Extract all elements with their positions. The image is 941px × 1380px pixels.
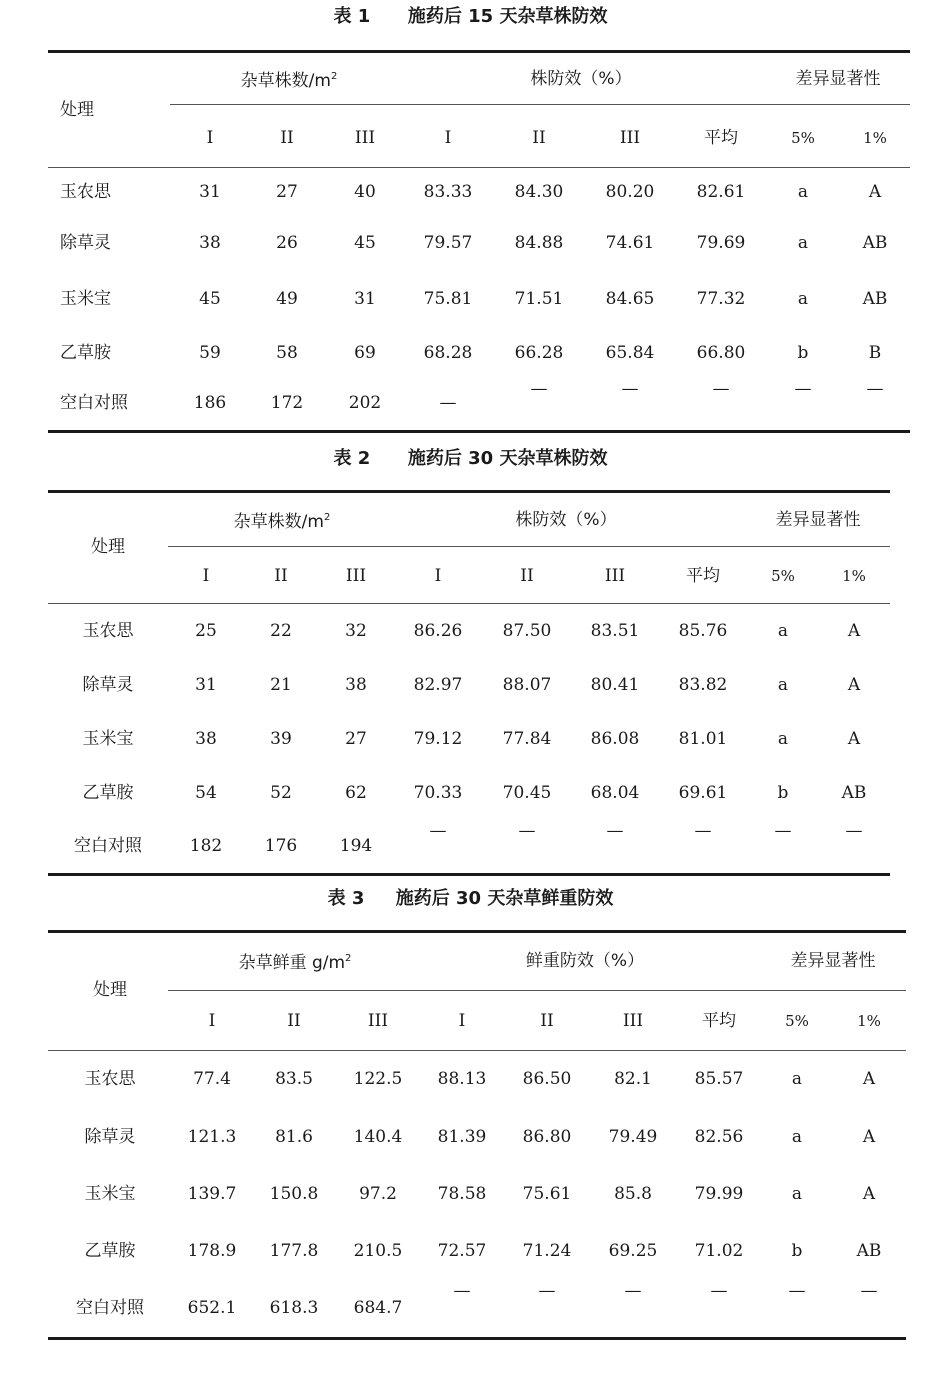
table-cell: 82.56	[694, 1127, 744, 1147]
table-cell: —	[606, 821, 624, 841]
table-cell: 54	[195, 783, 217, 803]
table-cell: 69.61	[678, 783, 728, 803]
table-cell: —	[774, 821, 792, 841]
table-cell: AB	[856, 1241, 882, 1261]
header-bottom-rule	[48, 1050, 906, 1051]
sub-header: 1%	[863, 129, 887, 147]
header-bottom-rule	[48, 167, 910, 168]
group-header: 差异显著性	[775, 510, 861, 530]
table-cell: a	[777, 621, 789, 641]
group-header: 差异显著性	[790, 951, 876, 971]
table-cell: 65.84	[605, 343, 655, 363]
sub-header: III	[622, 1011, 644, 1031]
table-cell: a	[791, 1127, 803, 1147]
row-name: 玉农思	[60, 182, 111, 202]
table-cell: 88.07	[502, 675, 552, 695]
table-cell: —	[845, 821, 863, 841]
table-cell: —	[538, 1281, 556, 1301]
sub-header: III	[619, 128, 641, 148]
table-cell: 88.13	[437, 1069, 487, 1089]
table-cell: —	[621, 379, 639, 399]
table-cell: —	[710, 1281, 728, 1301]
row-name: 玉农思	[82, 621, 134, 641]
sub-header: II	[274, 566, 288, 586]
table-cell: 40	[354, 182, 376, 202]
table-cell: 79.49	[608, 1127, 658, 1147]
table-cell: —	[439, 393, 457, 413]
table-cell: 86.80	[522, 1127, 572, 1147]
row-name: 除草灵	[82, 675, 134, 695]
table-cell: A	[862, 1069, 876, 1089]
table-cell: —	[788, 1281, 806, 1301]
table-cell: 39	[270, 729, 292, 749]
table-cell: —	[429, 821, 447, 841]
table-cell: 81.39	[437, 1127, 487, 1147]
table-caption: 表 2 施药后 30 天杂草株防效	[333, 448, 608, 469]
sub-header: III	[345, 566, 367, 586]
table-cell: 82.97	[413, 675, 463, 695]
table-cell: 78.58	[437, 1184, 487, 1204]
table-cell: —	[518, 821, 536, 841]
table-cell: 70.45	[502, 783, 552, 803]
table-cell: 186	[193, 393, 227, 413]
sub-header: III	[604, 566, 626, 586]
header-bottom-rule	[48, 603, 890, 604]
row-header-label: 处理	[91, 537, 125, 557]
table-cell: 80.41	[590, 675, 640, 695]
table-cell: 79.99	[694, 1184, 744, 1204]
table-cell: 86.08	[590, 729, 640, 749]
table-cell: —	[712, 379, 730, 399]
sub-header: 5%	[785, 1012, 809, 1030]
sub-header: III	[354, 128, 376, 148]
row-name: 玉农思	[84, 1069, 136, 1089]
table-cell: 86.26	[413, 621, 463, 641]
table-cell: a	[791, 1069, 803, 1089]
table-cell: 177.8	[269, 1241, 319, 1261]
table-cell: 77.32	[696, 289, 746, 309]
table-cell: 52	[270, 783, 292, 803]
table-cell: —	[453, 1281, 471, 1301]
sub-header: 1%	[842, 567, 866, 585]
table-cell: A	[862, 1127, 876, 1147]
sub-header: I	[458, 1011, 466, 1031]
group-header: 株防效（%）	[515, 510, 617, 530]
table-cell: 79.57	[423, 233, 473, 253]
header-group-rule	[170, 104, 910, 105]
table-cell: 21	[270, 675, 292, 695]
table-cell: —	[624, 1281, 642, 1301]
row-name: 玉米宝	[84, 1184, 136, 1204]
group-header: 杂草株数$/m^2$	[233, 511, 331, 532]
group-header: 杂草鲜重 $g/m^2$	[238, 952, 352, 973]
table-cell: 79.12	[413, 729, 463, 749]
row-name: 空白对照	[60, 393, 128, 413]
row-name: 乙草胺	[82, 783, 134, 803]
table-cell: 69	[354, 343, 376, 363]
table-cell: 81.01	[678, 729, 728, 749]
table-cell: 71.24	[522, 1241, 572, 1261]
table-cell: 27	[345, 729, 367, 749]
table-cell: 68.28	[423, 343, 473, 363]
sub-header: 1%	[857, 1012, 881, 1030]
table-top-rule	[48, 490, 890, 493]
table-cell: 83.51	[590, 621, 640, 641]
table-cell: A	[847, 621, 861, 641]
row-name: 玉米宝	[60, 289, 111, 309]
table-top-rule	[48, 50, 910, 53]
table-cell: 72.57	[437, 1241, 487, 1261]
row-name: 除草灵	[60, 233, 111, 253]
sub-header: I	[208, 1011, 216, 1031]
row-name: 玉米宝	[82, 729, 134, 749]
table-cell: AB	[862, 289, 888, 309]
sub-header: I	[202, 566, 210, 586]
table-cell: 71.02	[694, 1241, 744, 1261]
table-cell: 75.81	[423, 289, 473, 309]
table-cell: b	[777, 783, 789, 803]
row-header-label: 处理	[60, 100, 94, 120]
table-cell: 82.1	[614, 1069, 652, 1089]
table-cell: A	[862, 1184, 876, 1204]
table-cell: 210.5	[353, 1241, 403, 1261]
table-cell: 38	[195, 729, 217, 749]
table-cell: a	[797, 233, 809, 253]
table-cell: 25	[195, 621, 217, 641]
table-cell: 122.5	[353, 1069, 403, 1089]
table-cell: 75.61	[522, 1184, 572, 1204]
table-cell: AB	[841, 783, 867, 803]
sub-header: III	[367, 1011, 389, 1031]
table-top-rule	[48, 930, 906, 933]
table-cell: 202	[348, 393, 382, 413]
table-cell: 77.4	[193, 1069, 231, 1089]
table-cell: a	[777, 729, 789, 749]
sub-header: 平均	[686, 566, 720, 586]
row-name: 除草灵	[84, 1127, 136, 1147]
row-header-label: 处理	[93, 980, 127, 1000]
table-cell: a	[797, 289, 809, 309]
table-cell: 77.84	[502, 729, 552, 749]
table-cell: 97.2	[359, 1184, 397, 1204]
table-cell: 38	[199, 233, 221, 253]
table-cell: 38	[345, 675, 367, 695]
sub-header: I	[444, 128, 452, 148]
table-cell: 66.80	[696, 343, 746, 363]
table-cell: 71.51	[514, 289, 564, 309]
table-cell: a	[777, 675, 789, 695]
table-cell: 84.30	[514, 182, 564, 202]
table-cell: 27	[276, 182, 298, 202]
table-cell: B	[868, 343, 882, 363]
table-cell: 652.1	[187, 1298, 237, 1318]
header-group-rule	[168, 990, 906, 991]
table-cell: 31	[199, 182, 221, 202]
table-cell: 31	[354, 289, 376, 309]
table-cell: 66.28	[514, 343, 564, 363]
group-header: 差异显著性	[795, 69, 881, 89]
sub-header: II	[287, 1011, 301, 1031]
table-cell: 178.9	[187, 1241, 237, 1261]
table-cell: a	[791, 1184, 803, 1204]
table-cell: 84.65	[605, 289, 655, 309]
table-cell: 70.33	[413, 783, 463, 803]
header-group-rule	[168, 546, 890, 547]
table-cell: 182	[189, 836, 223, 856]
group-header: 鲜重防效（%）	[525, 951, 645, 971]
sub-header: I	[434, 566, 442, 586]
table-cell: b	[797, 343, 809, 363]
table-bottom-rule	[48, 873, 890, 876]
row-name: 空白对照	[74, 836, 142, 856]
table-cell: 69.25	[608, 1241, 658, 1261]
table-cell: 32	[345, 621, 367, 641]
table-cell: 172	[270, 393, 304, 413]
table-cell: 79.69	[696, 233, 746, 253]
table-cell: 80.20	[605, 182, 655, 202]
table-cell: 139.7	[187, 1184, 237, 1204]
group-header: 株防效（%）	[530, 69, 632, 89]
table-cell: 58	[276, 343, 298, 363]
sub-header: II	[540, 1011, 554, 1031]
table-cell: 85.57	[694, 1069, 744, 1089]
table-cell: —	[694, 821, 712, 841]
table-cell: b	[791, 1241, 803, 1261]
sub-header: 平均	[704, 128, 738, 148]
table-cell: 45	[199, 289, 221, 309]
table-cell: 68.04	[590, 783, 640, 803]
table-cell: 74.61	[605, 233, 655, 253]
table-cell: A	[868, 182, 882, 202]
table-cell: 84.88	[514, 233, 564, 253]
table-caption: 表 3 施药后 30 天杂草鲜重防效	[327, 888, 614, 909]
table-cell: 22	[270, 621, 292, 641]
table-cell: 194	[339, 836, 373, 856]
table-cell: —	[794, 379, 812, 399]
table-cell: 85.8	[614, 1184, 652, 1204]
table-bottom-rule	[48, 1337, 906, 1340]
sub-header: II	[280, 128, 294, 148]
table-cell: 176	[264, 836, 298, 856]
row-name: 乙草胺	[84, 1241, 136, 1261]
table-cell: 45	[354, 233, 376, 253]
table-cell: 87.50	[502, 621, 552, 641]
table-cell: 121.3	[187, 1127, 237, 1147]
table-cell: —	[866, 379, 884, 399]
sub-header: 5%	[791, 129, 815, 147]
table-cell: 684.7	[353, 1298, 403, 1318]
table-cell: 83.5	[275, 1069, 313, 1089]
table-cell: 140.4	[353, 1127, 403, 1147]
table-cell: 83.82	[678, 675, 728, 695]
sub-header: II	[532, 128, 546, 148]
table-cell: 85.76	[678, 621, 728, 641]
table-cell: 26	[276, 233, 298, 253]
table-cell: —	[530, 379, 548, 399]
table-cell: 81.6	[275, 1127, 313, 1147]
table-cell: 62	[345, 783, 367, 803]
table-cell: 86.50	[522, 1069, 572, 1089]
table-cell: 82.61	[696, 182, 746, 202]
table-cell: a	[797, 182, 809, 202]
sub-header: I	[206, 128, 214, 148]
group-header: 杂草株数$/m^2$	[240, 70, 338, 91]
sub-header: II	[520, 566, 534, 586]
table-bottom-rule	[48, 430, 910, 433]
table-cell: 31	[195, 675, 217, 695]
table-cell: A	[847, 675, 861, 695]
sub-header: 5%	[771, 567, 795, 585]
table-cell: 150.8	[269, 1184, 319, 1204]
table-caption: 表 1 施药后 15 天杂草株防效	[333, 6, 608, 27]
sub-header: 平均	[702, 1011, 736, 1031]
table-cell: A	[847, 729, 861, 749]
table-cell: 49	[276, 289, 298, 309]
row-name: 乙草胺	[60, 343, 111, 363]
table-cell: 59	[199, 343, 221, 363]
table-cell: 618.3	[269, 1298, 319, 1318]
table-cell: —	[860, 1281, 878, 1301]
row-name: 空白对照	[76, 1298, 144, 1318]
table-cell: AB	[862, 233, 888, 253]
table-cell: 83.33	[423, 182, 473, 202]
